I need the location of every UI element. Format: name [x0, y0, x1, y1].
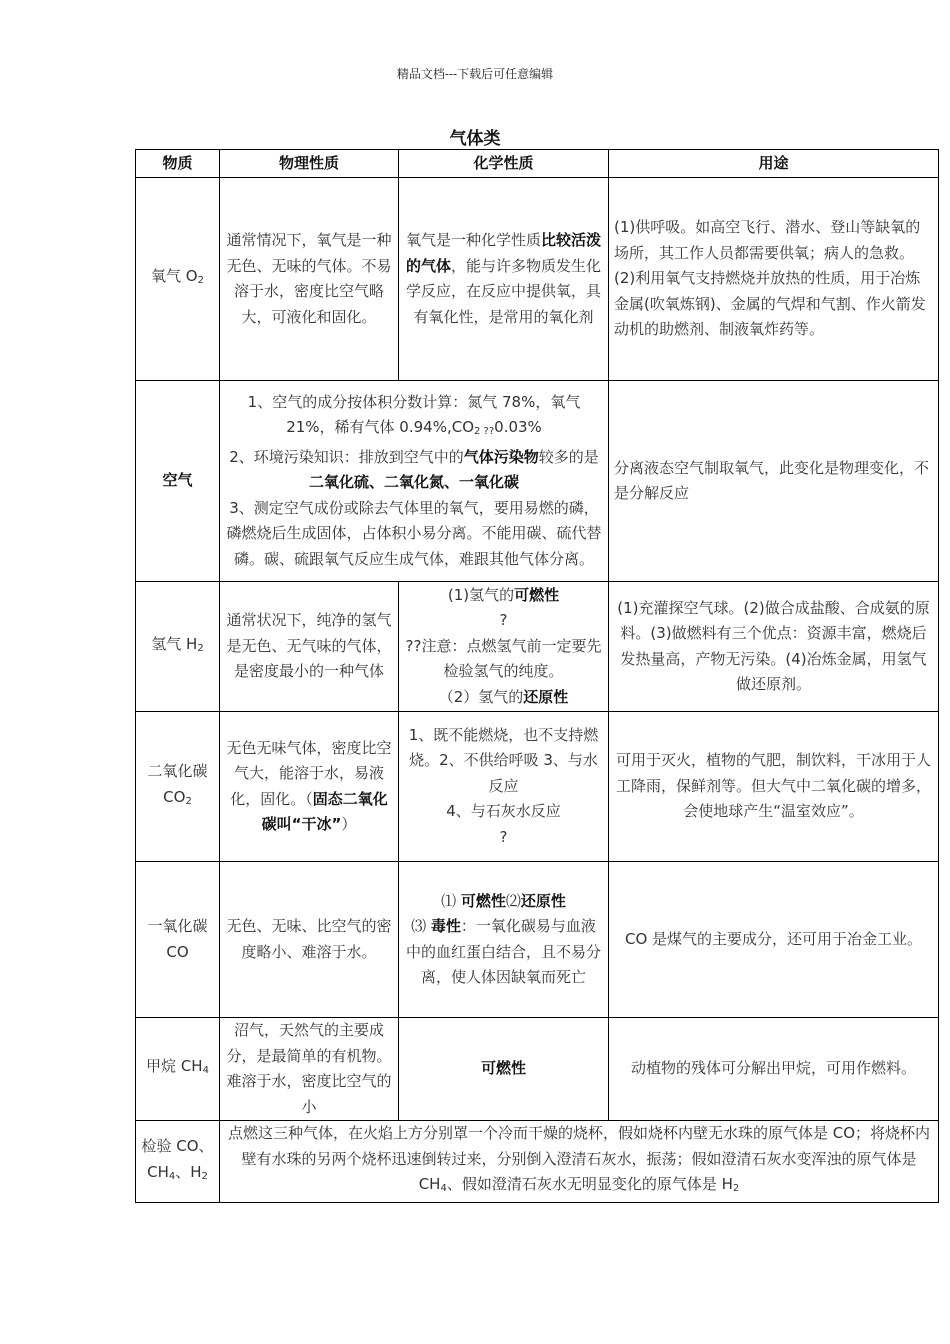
column-header-substance: 物质 [136, 150, 220, 178]
table-row-oxygen [136, 178, 939, 381]
air-properties-cell: 1、空气的成分按体积分数计算：氮气 78%，氧气 21%，稀有气体 $0.94\%,CO_{2 ??}0.03\%$ 2、环境污染知识：排放到空气中的气体污染物较多的是二氧化硫、二氧化氮、一氧化碳 3、测定空气成份或除去气体里的氧气，要用易燃的磷，磷燃烧后生成固体，占体积小易分离。不能用碳、硫代替磷。碳、硫跟氧气反应生成气体，难跟其他气体分离。 [220, 381, 609, 582]
substance-cell: 甲烷 $CH_4$ [136, 1018, 220, 1121]
column-header-chemical: 化学性质 [399, 150, 609, 178]
table-row-carbon-monoxide [136, 862, 939, 1018]
table-row-methane [136, 1018, 939, 1121]
header-row [136, 150, 939, 178]
gas-table [135, 149, 939, 1203]
substance-cell: 氧气 $O_2$ [136, 178, 220, 381]
document-header: 精品文档---下载后可任意编辑 [396, 67, 554, 81]
substance-cell: 检验 CO、$CH_4$、$H_2$ [136, 1121, 220, 1203]
page-title: 气体类 [449, 129, 501, 149]
physical-cell: 无色、无味、比空气的密度略小、难溶于水。 [220, 862, 399, 1018]
use-cell: 分离液态空气制取氧气，此变化是物理变化，不是分解反应 [609, 381, 939, 582]
substance-cell: 空气 [136, 381, 220, 582]
column-header-use: 用途 [609, 150, 939, 178]
chemical-cell: 可燃性 [399, 1018, 609, 1121]
physical-cell: 无色无味气体，密度比空气大，能溶于水，易液化，固化。（固态二氧化碳叫“干冰”） [220, 712, 399, 862]
physical-cell: 通常情况下，氧气是一种无色、无味的气体。不易溶于水，密度比空气略大，可液化和固化。 [220, 178, 399, 381]
test-method-cell: 点燃这三种气体，在火焰上方分别罩一个冷而干燥的烧杯，假如烧杯内壁无水珠的原气体是 CO；将烧杯内壁有水珠的另两个烧杯迅速倒转过来，分别倒入澄清石灰水，振荡；假如澄清石灰水变浑浊的原气体是 $CH_4$、假如澄清石灰水无明显变化的原气体是 $H_2$ [220, 1121, 939, 1203]
use-cell: 可用于灭火，植物的气肥，制饮料，干冰用于人工降雨，保鲜剂等。但大气中二氧化碳的增多，会使地球产生“温室效应”。 [609, 712, 939, 862]
chemical-cell: (1)氢气的可燃性 ? ??注意：点燃氢气前一定要先检验氢气的纯度。 （2）氢气的还原性 [399, 582, 609, 712]
substance-cell: 氢气 $H_2$ [136, 582, 220, 712]
table-row-test [136, 1121, 939, 1203]
chemical-cell: 1、既不能燃烧，也不支持燃烧。2、不供给呼吸 3、与水反应 4、与石灰水反应 ? [399, 712, 609, 862]
table-row-air [136, 381, 939, 582]
physical-cell: 沼气，天然气的主要成分，是最简单的有机物。难溶于水，密度比空气的小 [220, 1018, 399, 1121]
chemical-cell: ⑴ 可燃性⑵还原性 ⑶ 毒性：一氧化碳易与血液中的血红蛋白结合，且不易分离，使人体因缺氧而死亡 [399, 862, 609, 1018]
physical-cell: 通常状况下，纯净的氢气是无色、无气味的气体，是密度最小的一种气体 [220, 582, 399, 712]
table-row-carbon-dioxide [136, 712, 939, 862]
chemical-cell: 氧气是一种化学性质比较活泼的气体，能与许多物质发生化学反应，在反应中提供氧，具有氧化性，是常用的氧化剂 [399, 178, 609, 381]
use-cell: CO 是煤气的主要成分，还可用于冶金工业。 [609, 862, 939, 1018]
substance-cell: 二氧化碳 $CO_2$ [136, 712, 220, 862]
use-cell: 动植物的残体可分解出甲烷，可用作燃料。 [609, 1018, 939, 1121]
substance-cell: 一氧化碳 CO [136, 862, 220, 1018]
use-cell: (1)充灌探空气球。(2)做合成盐酸、合成氨的原料。(3)做燃料有三个优点：资源丰富，燃烧后发热量高，产物无污染。(4)冶炼金属，用氢气做还原剂。 [609, 582, 939, 712]
column-header-physical: 物理性质 [220, 150, 399, 178]
table-row-hydrogen [136, 582, 939, 712]
use-cell: (1)供呼吸。如高空飞行、潜水、登山等缺氧的场所，其工作人员都需要供氧；病人的急救。(2)利用氧气支持燃烧并放热的性质，用于冶炼金属(吹氧炼钢)、金属的气焊和气割、作火箭发动机的助燃剂、制液氧炸药等。 [609, 178, 939, 381]
